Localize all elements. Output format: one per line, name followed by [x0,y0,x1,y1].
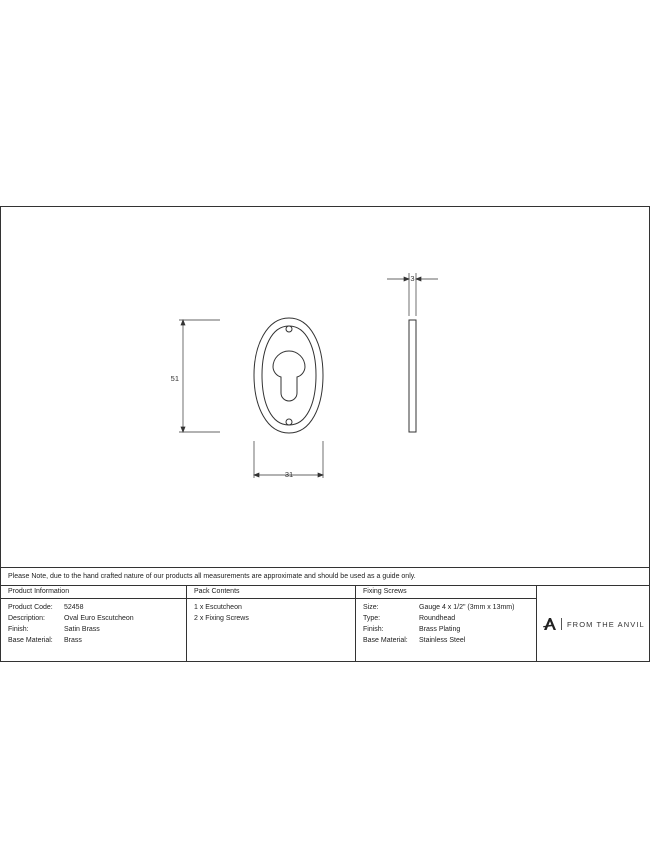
product-information-column [1,586,187,662]
measurement-note: Please Note, due to the hand crafted nature of our products all measurements are approximate and should be used as a guide only. [1,567,649,585]
description-label: Description: [8,615,45,622]
finish-label: Finish: [8,626,29,633]
brand-column [537,586,649,662]
finish-row [8,624,186,635]
screw-finish-value: Brass Plating [419,626,461,633]
pack-contents-column [187,586,356,662]
top-screw-hole [286,326,292,332]
fixing-screws-column [356,586,537,662]
description-row [8,613,186,624]
base-material-value: Brass [64,637,82,644]
product-information-header: Product Information [1,586,186,599]
escutcheon-front-view [254,318,323,433]
pack-item: 1 x Escutcheon [194,604,242,611]
base-material-row [8,635,186,646]
width-dimension-label: 31 [284,470,294,479]
screw-type-value: Roundhead [419,615,456,622]
product-code-label: Product Code: [8,604,53,611]
thickness-dimension-label: 3 [410,274,415,283]
description-value: Oval Euro Escutcheon [64,615,134,622]
screw-size-label: Size: [363,604,379,611]
screw-size-value: Gauge 4 x 1/2" (3mm x 13mm) [419,604,515,611]
screw-base-material-value: Stainless Steel [419,637,466,644]
fixing-screws-header: Fixing Screws [356,586,536,599]
product-code-value: 52458 [64,604,84,611]
screw-finish-label: Finish: [363,626,384,633]
brand-divider [561,618,562,630]
anvil-a-logo-icon [543,618,557,630]
screw-base-material-label: Base Material: [363,637,408,644]
screw-finish-row [363,624,536,635]
brand-name: FROM THE ANVIL [567,619,645,629]
base-material-label: Base Material: [8,637,53,644]
spec-table [1,585,649,661]
escutcheon-inner-ring [262,326,316,425]
screw-size-row [363,602,536,613]
euro-cylinder-keyhole [273,351,305,401]
height-dimension-label: 51 [170,374,179,383]
escutcheon-side-view [409,320,416,432]
drawing-sheet [0,206,650,662]
technical-drawing [1,207,649,567]
finish-value: Satin Brass [64,626,100,633]
brand-logo [543,616,645,632]
screw-type-label: Type: [363,615,381,622]
screw-type-row [363,613,536,624]
pack-contents-header: Pack Contents [187,586,355,599]
height-dimension [179,320,220,432]
pack-item: 2 x Fixing Screws [194,615,249,622]
screw-base-material-row [363,635,536,646]
bottom-screw-hole [286,419,292,425]
product-code-row [8,602,186,613]
escutcheon-outline [254,318,323,433]
